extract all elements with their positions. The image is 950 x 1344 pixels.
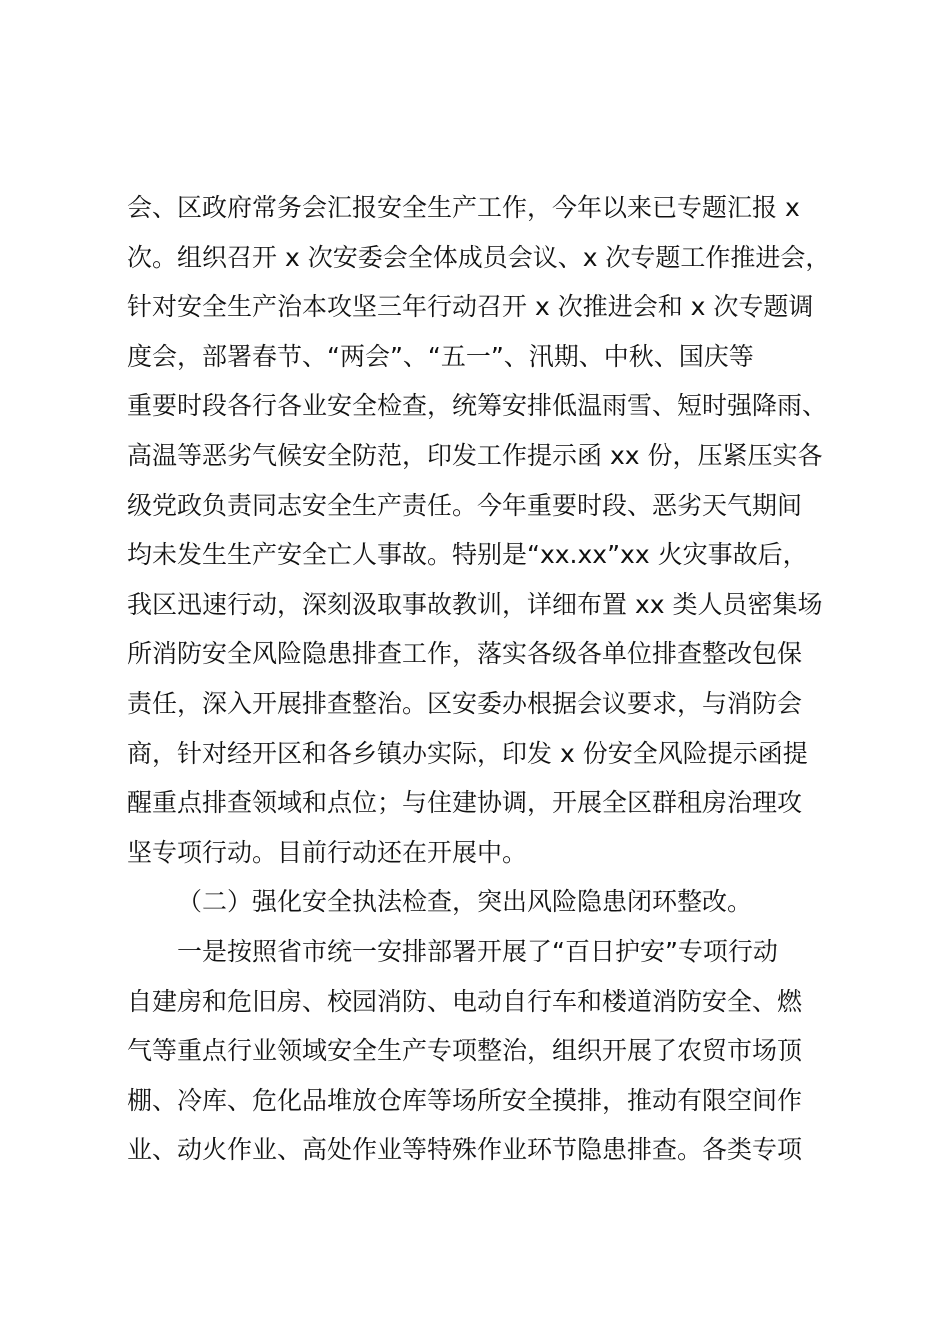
- text-line: 业、动火作业、高处作业等特殊作业环节隐患排查。各类专项: [127, 1135, 803, 1165]
- text-line: 会、区政府常务会汇报安全生产工作，今年以来已专题汇报 x: [127, 193, 800, 222]
- text-line: 针对安全生产治本攻坚三年行动召开 x 次推进会和 x 次专题调: [127, 292, 814, 322]
- text-line: 度会，部署春节、“两会”、“五一”、汛期、中秋、国庆等: [127, 341, 754, 371]
- text-line: 醒重点排查领域和点位；与住建协调，开展全区群租房治理攻: [127, 788, 803, 818]
- text-line: 次。组织召开 x 次安委会全体成员会议、x 次专题工作推进会，: [127, 242, 831, 272]
- text-line: 棚、冷库、危化品堆放仓库等场所安全摸排，推动有限空间作: [127, 1085, 803, 1115]
- text-line: 责任，深入开展排查整治。区安委办根据会议要求，与消防会: [127, 688, 803, 718]
- text-line: 我区迅速行动，深刻汲取事故教训，详细布置 xx 类人员密集场: [127, 589, 823, 619]
- text-line: 气等重点行业领域安全生产专项整治，组织开展了农贸市场顶: [127, 1036, 803, 1066]
- text-line: 商，针对经开区和各乡镇办实际，印发 x 份安全风险提示函提: [127, 738, 808, 768]
- text-line: 级党政负责同志安全生产责任。今年重要时段、恶劣天气期间: [127, 490, 803, 520]
- text-line: 均未发生生产安全亡人事故。特别是“xx.xx”xx 火灾事故后，: [127, 540, 808, 570]
- text-line: 坚专项行动。目前行动还在开展中。: [127, 837, 528, 867]
- text-line: 高温等恶劣气候安全防范，印发工作提示函 xx 份，压紧压实各: [127, 440, 823, 470]
- body-text: [127, 183, 837, 1175]
- text-line: 一是按照省市统一安排部署开展了“百日护安”专项行动: [177, 936, 778, 966]
- section-heading: （二）强化安全执法检查，突出风险隐患闭环整改。: [177, 887, 753, 917]
- text-line: 所消防安全风险隐患排查工作，落实各级各单位排查整改包保: [127, 639, 803, 669]
- text-line: 重要时段各行各业安全检查，统筹安排低温雨雪、短时强降雨、: [127, 391, 828, 421]
- text-line: 自建房和危旧房、校园消防、电动自行车和楼道消防安全、燃: [127, 986, 803, 1016]
